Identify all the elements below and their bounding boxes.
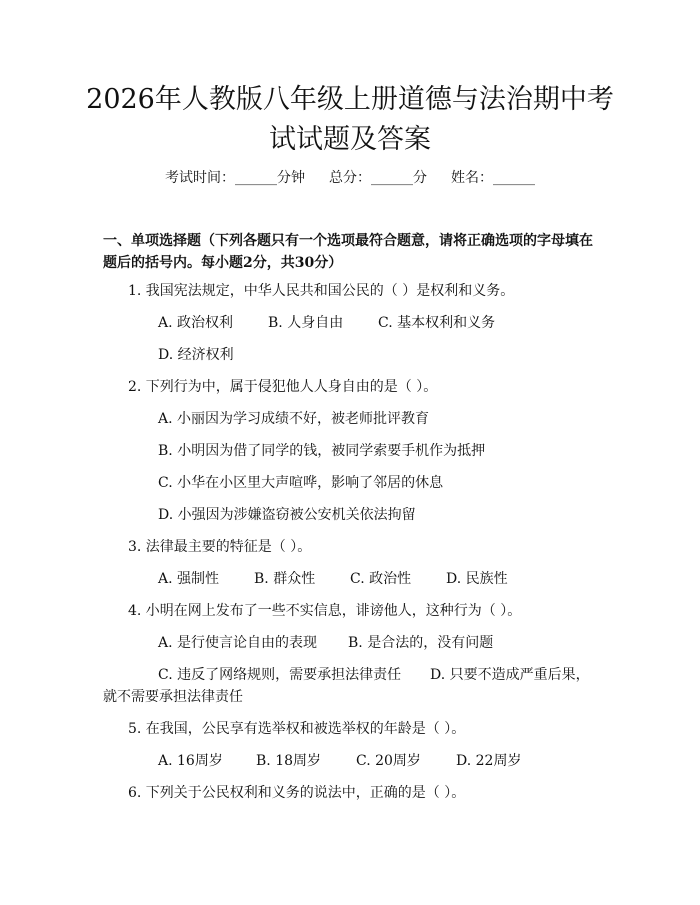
exam-score: 总分：______分 [329, 170, 427, 186]
option: A. 小丽因为学习成绩不好，被老师批评教育 [158, 411, 430, 427]
title-line-2: 试试题及答案 [269, 124, 431, 155]
option: D. 民族性 [446, 571, 508, 587]
option: C. 政治性 [350, 571, 412, 587]
option: A. 政治权利 [158, 315, 234, 331]
option: D. 22周岁 [456, 753, 522, 769]
section-heading: 一、单项选择题（下列各题只有一个选项最符合题意，请将正确选项的字母填在题后的括号内。每小题2分，共30分） [103, 233, 593, 271]
student-name: 姓名：______ [451, 170, 535, 186]
option-continuation: 就不需要承担法律责任 [103, 689, 243, 705]
exam-time: 考试时间：______分钟 [165, 170, 305, 186]
question-stem: 1. 我国宪法规定，中华人民共和国公民的（ ）是权利和义务。 [128, 283, 515, 299]
option: D. 只要不造成严重后果， [430, 667, 590, 683]
exam-info [0, 168, 700, 188]
option-row [158, 633, 493, 653]
option: D. 经济权利 [158, 347, 234, 363]
question-stem: 2. 下列行为中，属于侵犯他人人身自由的是（ ）。 [128, 379, 438, 395]
option-row [158, 569, 508, 589]
option: C. 小华在小区里大声喧哗，影响了邻居的休息 [158, 475, 444, 491]
option: B. 小明因为借了同学的钱，被同学索要手机作为抵押 [158, 443, 486, 459]
option: C. 违反了网络规则，需要承担法律责任 [158, 667, 402, 683]
question-stem: 6. 下列关于公民权利和义务的说法中，正确的是（ ）。 [128, 785, 466, 801]
option: B. 18周岁 [256, 753, 322, 769]
option-row [158, 313, 495, 333]
option-row [158, 665, 590, 685]
question-stem: 3. 法律最主要的特征是（ ）。 [128, 539, 312, 555]
question-stem: 4. 小明在网上发布了一些不实信息，诽谤他人，这种行为（ ）。 [128, 603, 522, 619]
page-title [60, 80, 640, 160]
title-line-1: 2026年人教版八年级上册道德与法治期中考 [86, 84, 614, 115]
option: C. 20周岁 [356, 753, 421, 769]
option: B. 人身自由 [268, 315, 344, 331]
option: B. 是合法的，没有问题 [348, 635, 494, 651]
option: B. 群众性 [254, 571, 316, 587]
option: D. 小强因为涉嫌盗窃被公安机关依法拘留 [158, 507, 416, 523]
question-stem: 5. 在我国，公民享有选举权和被选举权的年龄是（ ）。 [128, 721, 466, 737]
option: A. 16周岁 [158, 753, 223, 769]
option-row [158, 751, 521, 771]
option: C. 基本权利和义务 [378, 315, 496, 331]
option: A. 强制性 [158, 571, 220, 587]
option: A. 是行使言论自由的表现 [158, 635, 318, 651]
